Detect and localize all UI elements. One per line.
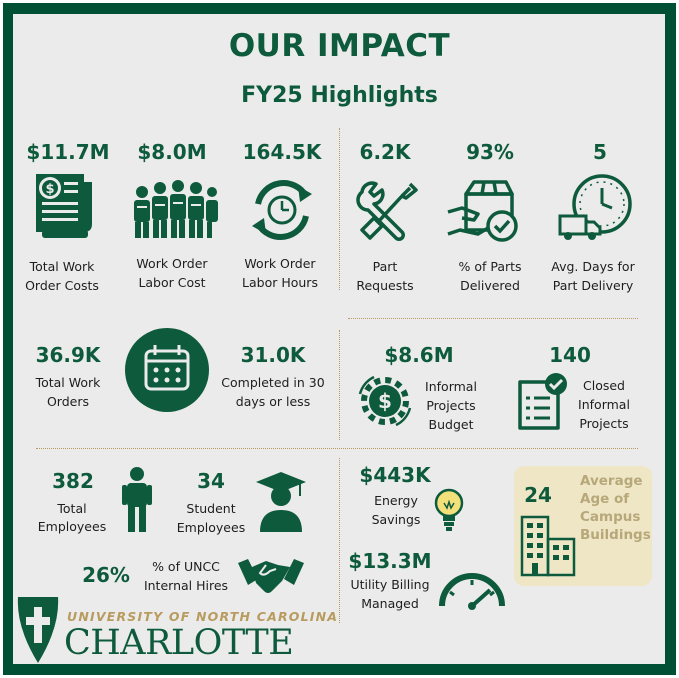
wrench-screwdriver-icon (354, 178, 420, 244)
closed-projects-label-1: Closed (583, 378, 625, 393)
building-age-label-2: Age of (580, 491, 630, 507)
internal-hires-value: 26% (82, 563, 130, 587)
parts-delivered-value: 93% (466, 140, 514, 164)
calendar-icon (124, 327, 210, 413)
completed-30-label-1: Completed in 30 (221, 375, 325, 390)
internal-hires-label-1: % of UNCC (152, 559, 220, 574)
informal-budget-value: $8.6M (384, 343, 454, 367)
logo-university: UNIVERSITY OF NORTH CAROLINA (67, 609, 339, 624)
building-age-label-4: Buildings (580, 527, 651, 543)
delivery-days-value: 5 (593, 140, 607, 164)
total-work-orders-value: 36.9K (35, 343, 101, 367)
building-age-label-1: Average (580, 473, 643, 489)
buildings-icon (520, 515, 578, 577)
labor-hours-label-1: Work Order (244, 256, 316, 271)
energy-savings-value: $443K (359, 463, 431, 487)
part-requests-value: 6.2K (359, 140, 411, 164)
gauge-icon (436, 568, 508, 610)
clock-cycle-icon (246, 174, 318, 246)
checklist-icon (516, 372, 568, 432)
closed-projects-label-2: Informal (578, 397, 630, 412)
utility-billing-label-2: Managed (361, 596, 419, 611)
work-order-costs-value: $11.7M (26, 140, 110, 164)
person-icon (122, 466, 152, 534)
labor-cost-label-2: Labor Cost (138, 275, 206, 290)
page-title: OUR IMPACT (228, 28, 451, 64)
divider-vertical-middle (339, 330, 340, 440)
completed-30-value: 31.0K (240, 343, 306, 367)
energy-savings-label-1: Energy (374, 493, 418, 508)
part-requests-label-1: Part (372, 259, 398, 274)
workers-icon (128, 176, 218, 242)
charlotte-crown-logo-icon (14, 597, 62, 663)
informal-budget-label-2: Projects (426, 398, 476, 413)
informal-budget-label-1: Informal (425, 379, 477, 394)
page-subtitle: FY25 Highlights (241, 83, 438, 108)
employees-label-1: Total (57, 501, 87, 516)
invoice-dollar-icon (30, 172, 96, 242)
employees-value: 382 (52, 469, 94, 493)
student-employees-label-2: Employees (176, 520, 246, 535)
delivery-days-label-1: Avg. Days for (551, 259, 635, 274)
work-order-costs-label-1: Total Work (29, 259, 95, 274)
svg-text:$: $ (45, 182, 55, 197)
student-employees-value: 34 (197, 469, 225, 493)
total-work-orders-label-2: Orders (46, 394, 90, 409)
labor-hours-value: 164.5K (242, 140, 322, 164)
utility-billing-label-1: Utility Billing (350, 577, 430, 592)
labor-cost-label-1: Work Order (136, 256, 208, 271)
building-age-label-3: Campus (580, 509, 641, 525)
labor-cost-value: $8.0M (137, 140, 207, 164)
parts-delivered-label-1: % of Parts (458, 259, 522, 274)
divider-horizontal-right (348, 318, 638, 319)
delivery-days-label-2: Part Delivery (552, 278, 634, 293)
utility-billing-value: $13.3M (348, 549, 432, 573)
logo-city: CHARLOTTE (64, 623, 294, 663)
building-age-value: 24 (524, 483, 552, 507)
svg-text:$: $ (378, 389, 392, 413)
informal-budget-label-3: Budget (428, 417, 474, 432)
box-hand-check-icon (444, 176, 522, 244)
energy-savings-label-2: Savings (371, 512, 421, 527)
divider-horizontal-full (36, 448, 638, 449)
lightbulb-icon (432, 488, 466, 534)
student-employees-label-1: Student (186, 501, 236, 516)
parts-delivered-label-2: Delivered (460, 278, 520, 293)
employees-label-2: Employees (37, 519, 107, 534)
internal-hires-label-2: Internal Hires (143, 578, 229, 593)
delivery-truck-clock-icon (556, 172, 634, 246)
part-requests-label-2: Requests (356, 278, 414, 293)
labor-hours-label-2: Labor Hours (242, 275, 318, 290)
work-order-costs-label-2: Order Costs (25, 278, 99, 293)
closed-projects-label-3: Projects (579, 416, 629, 431)
closed-projects-value: 140 (549, 343, 591, 367)
gear-dollar-icon (354, 370, 416, 432)
graduate-icon (256, 472, 306, 532)
handshake-icon (238, 555, 304, 597)
completed-30-label-2: days or less (235, 394, 311, 409)
total-work-orders-label-1: Total Work (35, 375, 101, 390)
